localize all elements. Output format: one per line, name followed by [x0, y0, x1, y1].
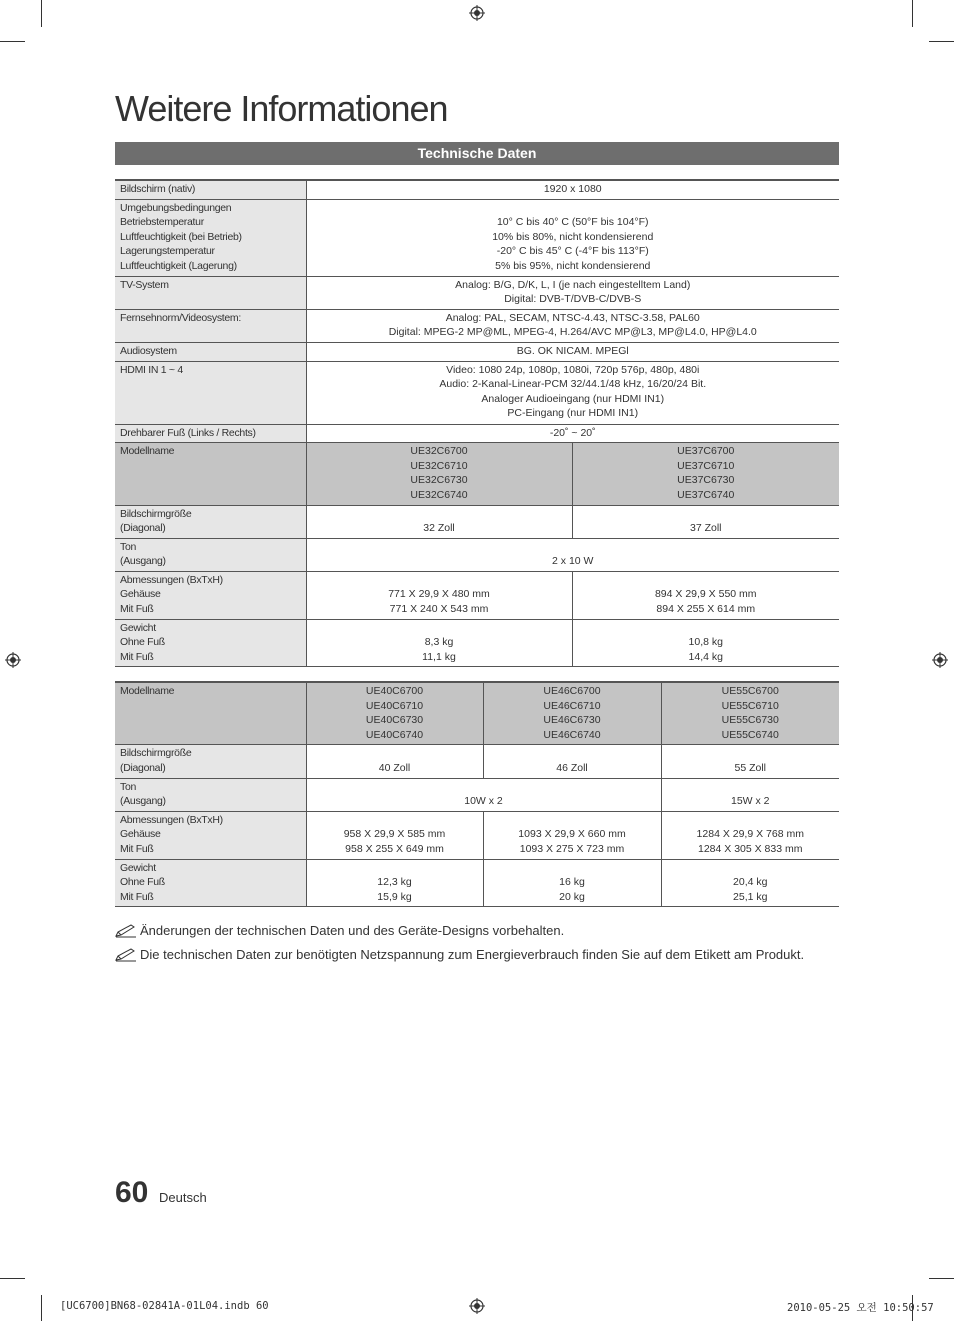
value-weight-55: 20,4 kg 25,1 kg	[661, 859, 839, 907]
row-label-video-system: Fernsehnorm/Videosystem:	[115, 309, 306, 342]
spec-table-large-models	[115, 681, 839, 907]
value-weight-37: 10,8 kg 14,4 kg	[572, 619, 839, 667]
table-row	[115, 538, 839, 571]
value-screen-resolution: 1920 x 1080	[306, 180, 839, 199]
row-label-hdmi: HDMI IN 1 ~ 4	[115, 361, 306, 424]
crop-mark	[912, 0, 913, 27]
footer-date: 2010-05-25 오전 10:50:57	[787, 1302, 934, 1314]
value-size-46: 46 Zoll	[483, 745, 661, 778]
row-label-sound: Ton (Ausgang)	[115, 778, 306, 811]
value-size-32: 32 Zoll	[306, 505, 572, 538]
table-row	[115, 276, 839, 309]
model-list-46: UE46C6700 UE46C6710 UE46C6730 UE46C6740	[483, 682, 661, 745]
table-row	[115, 505, 839, 538]
pencil-note-icon	[115, 948, 137, 962]
row-label-tv-system: TV-System	[115, 276, 306, 309]
table-row	[115, 361, 839, 424]
row-label-weight: Gewicht Ohne Fuß Mit Fuß	[115, 859, 306, 907]
table-row	[115, 199, 839, 276]
table-row	[115, 778, 839, 811]
value-audio-system: BG. OK NICAM. MPEGl	[306, 342, 839, 361]
row-label-dimensions: Abmessungen (BxTxH) Gehäuse Mit Fuß	[115, 811, 306, 859]
footer-file-info: [UC6700]BN68-02841A-01L04.indb 60	[60, 1300, 269, 1312]
value-tv-system: Analog: B/G, D/K, L, I (je nach eingestelltem Land) Digital: DVB-T/DVB-C/DVB-S	[306, 276, 839, 309]
registration-mark-icon	[469, 5, 485, 21]
row-label-sound: Ton (Ausgang)	[115, 538, 306, 571]
row-label-environment: Umgebungsbedingungen Betriebstemperatur Luftfeuchtigkeit (bei Betrieb) Lagerungstemperatur Luftfeuchtigkeit (Lagerung)	[115, 199, 306, 276]
page-title: Weitere Informationen	[115, 88, 448, 129]
table-row	[115, 309, 839, 342]
note	[115, 923, 564, 938]
value-weight-40: 12,3 kg 15,9 kg	[306, 859, 483, 907]
note	[115, 947, 804, 962]
row-label-audio-system: Audiosystem	[115, 342, 306, 361]
table-row	[115, 682, 839, 745]
language-label: Deutsch	[159, 1190, 207, 1205]
crop-mark	[0, 1278, 25, 1279]
value-dimensions-32: 771 X 29,9 X 480 mm 771 X 240 X 543 mm	[306, 571, 572, 619]
section-header: Technische Daten	[115, 142, 839, 165]
registration-mark-icon	[932, 652, 948, 668]
row-label-stand: Drehbarer Fuß (Links / Rechts)	[115, 424, 306, 443]
spec-table-small-models	[115, 179, 839, 667]
row-label-dimensions: Abmessungen (BxTxH) Gehäuse Mit Fuß	[115, 571, 306, 619]
table-row	[115, 619, 839, 667]
value-weight-32: 8,3 kg 11,1 kg	[306, 619, 572, 667]
value-dimensions-55: 1284 X 29,9 X 768 mm 1284 X 305 X 833 mm	[661, 811, 839, 859]
table-row	[115, 180, 839, 199]
model-list-40: UE40C6700 UE40C6710 UE40C6730 UE40C6740	[306, 682, 483, 745]
value-weight-46: 16 kg 20 kg	[483, 859, 661, 907]
value-sound-55: 15W x 2	[661, 778, 839, 811]
crop-mark	[41, 1295, 42, 1321]
row-label-screen: Bildschirm (nativ)	[115, 180, 306, 199]
value-sound: 2 x 10 W	[306, 538, 839, 571]
value-size-40: 40 Zoll	[306, 745, 483, 778]
value-environment: 10° C bis 40° C (50°F bis 104°F) 10% bis 80%, nicht kondensierend -20° C bis 45° C (-4°F bis 113°F) 5% bis 95%, nicht kondensierend	[306, 199, 839, 276]
pencil-note-icon	[115, 924, 137, 938]
value-video-system: Analog: PAL, SECAM, NTSC-4.43, NTSC-3.58, PAL60 Digital: MPEG-2 MP@ML, MPEG-4, H.264/AVC MP@L3, MP@L4.0, HP@L4.0	[306, 309, 839, 342]
crop-mark	[929, 41, 954, 42]
model-list-32: UE32C6700 UE32C6710 UE32C6730 UE32C6740	[306, 443, 572, 505]
registration-mark-icon	[469, 1298, 485, 1314]
table-row	[115, 571, 839, 619]
model-list-55: UE55C6700 UE55C6710 UE55C6730 UE55C6740	[661, 682, 839, 745]
row-label-screen-size: Bildschirmgröße (Diagonal)	[115, 505, 306, 538]
value-size-37: 37 Zoll	[572, 505, 839, 538]
row-label-weight: Gewicht Ohne Fuß Mit Fuß	[115, 619, 306, 667]
table-row	[115, 424, 839, 443]
value-sound-40-46: 10W x 2	[306, 778, 661, 811]
table-row	[115, 443, 839, 505]
value-size-55: 55 Zoll	[661, 745, 839, 778]
value-hdmi: Video: 1080 24p, 1080p, 1080i, 720p 576p, 480p, 480i Audio: 2-Kanal-Linear-PCM 32/44.1/48 kHz, 16/20/24 Bit. Analoger Audioeingang (nur HDMI IN1) PC-Eingang (nur HDMI IN1)	[306, 361, 839, 424]
page-number: 60	[115, 1176, 149, 1209]
registration-mark-icon	[5, 652, 21, 668]
row-label-screen-size: Bildschirmgröße (Diagonal)	[115, 745, 306, 778]
note-text: Die technischen Daten zur benötigten Netzspannung zum Energieverbrauch finden Sie auf dem Etikett am Produkt.	[140, 947, 805, 962]
value-stand: -20˚ ~ 20˚	[306, 424, 839, 443]
row-label-model: Modellname	[115, 443, 306, 505]
model-list-37: UE37C6700 UE37C6710 UE37C6730 UE37C6740	[572, 443, 839, 505]
crop-mark	[41, 0, 42, 27]
note-text: Änderungen der technischen Daten und des Geräte-Designs vorbehalten.	[140, 923, 565, 938]
value-dimensions-40: 958 X 29,9 X 585 mm 958 X 255 X 649 mm	[306, 811, 483, 859]
crop-mark	[929, 1278, 954, 1279]
row-label-model: Modellname	[115, 682, 306, 745]
table-row	[115, 745, 839, 778]
value-dimensions-46: 1093 X 29,9 X 660 mm 1093 X 275 X 723 mm	[483, 811, 661, 859]
table-row	[115, 342, 839, 361]
table-row	[115, 859, 839, 907]
crop-mark	[0, 41, 25, 42]
value-dimensions-37: 894 X 29,9 X 550 mm 894 X 255 X 614 mm	[572, 571, 839, 619]
table-row	[115, 811, 839, 859]
